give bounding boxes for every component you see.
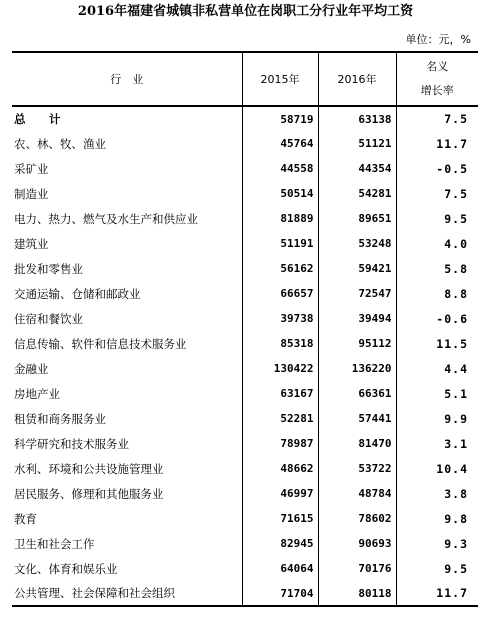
wage-2016-cell: 44354 — [318, 156, 396, 181]
wage-2015-cell: 63167 — [242, 381, 318, 406]
industry-cell: 批发和零售业 — [14, 261, 83, 276]
industry-cell: 水利、环境和公共设施管理业 — [14, 461, 164, 476]
growth-rate-cell: 11.7 — [396, 581, 478, 606]
wage-2016-cell: 63138 — [318, 106, 396, 131]
industry-cell: 居民服务、修理和其他服务业 — [14, 486, 164, 501]
wage-2016-cell: 57441 — [318, 406, 396, 431]
industry-cell: 采矿业 — [14, 161, 49, 176]
industry-cell: 住宿和餐饮业 — [14, 311, 83, 326]
column-header-growth-rate — [396, 52, 478, 106]
wage-2016-cell: 72547 — [318, 281, 396, 306]
wage-2015-cell: 56162 — [242, 256, 318, 281]
wage-2015-cell: 85318 — [242, 331, 318, 356]
wage-2015-cell: 45764 — [242, 131, 318, 156]
wage-2015-cell: 78987 — [242, 431, 318, 456]
wage-2015-cell: 130422 — [242, 356, 318, 381]
growth-rate-cell: 10.4 — [396, 456, 478, 481]
unit-label: 单位：元，% — [405, 33, 471, 46]
industry-cell: 电力、热力、燃气及水生产和供应业 — [14, 211, 198, 226]
table-header — [12, 52, 478, 106]
growth-rate-header-line2: 增长率 — [420, 84, 454, 97]
wage-2015-cell: 66657 — [242, 281, 318, 306]
table-row — [12, 281, 478, 306]
wage-2016-cell: 81470 — [318, 431, 396, 456]
wage-2015-cell: 71704 — [242, 581, 318, 606]
table-row — [12, 556, 478, 581]
wage-2016-cell: 89651 — [318, 206, 396, 231]
growth-rate-cell: 5.8 — [396, 256, 478, 281]
table-row — [12, 256, 478, 281]
growth-rate-cell: 9.3 — [396, 531, 478, 556]
growth-rate-cell: 7.5 — [396, 106, 478, 131]
growth-rate-cell: 4.0 — [396, 231, 478, 256]
wage-2015-cell: 51191 — [242, 231, 318, 256]
wage-2015-cell: 64064 — [242, 556, 318, 581]
table-row — [12, 506, 478, 531]
industry-cell: 文化、体育和娱乐业 — [14, 561, 118, 576]
growth-rate-cell: 7.5 — [396, 181, 478, 206]
column-header-industry: 行 业 — [110, 73, 144, 86]
industry-cell: 科学研究和技术服务业 — [14, 436, 129, 451]
growth-rate-cell: -0.5 — [396, 156, 478, 181]
wage-2016-cell: 66361 — [318, 381, 396, 406]
wage-2015-cell: 39738 — [242, 306, 318, 331]
wage-2015-cell: 44558 — [242, 156, 318, 181]
wage-table — [12, 51, 478, 607]
wage-2016-cell: 136220 — [318, 356, 396, 381]
growth-rate-cell: 9.5 — [396, 206, 478, 231]
header-row — [12, 52, 478, 106]
growth-rate-cell: 9.9 — [396, 406, 478, 431]
table-body — [12, 106, 478, 606]
industry-cell: 农、林、牧、渔业 — [14, 136, 106, 151]
table-row — [12, 581, 478, 606]
wage-2016-cell: 78602 — [318, 506, 396, 531]
wage-2015-cell: 82945 — [242, 531, 318, 556]
growth-rate-cell: 5.1 — [396, 381, 478, 406]
growth-rate-cell: 9.5 — [396, 556, 478, 581]
wage-2016-cell: 54281 — [318, 181, 396, 206]
wage-2015-cell: 50514 — [242, 181, 318, 206]
column-header-2015: 2015年 — [242, 52, 318, 106]
wage-2015-cell: 81889 — [242, 206, 318, 231]
table-row — [12, 156, 478, 181]
industry-cell: 制造业 — [14, 186, 49, 201]
industry-cell: 金融业 — [14, 361, 49, 376]
wage-2016-cell: 70176 — [318, 556, 396, 581]
wage-2015-cell: 58719 — [242, 106, 318, 131]
page-title: 2016年福建省城镇非私营单位在岗职工分行业年平均工资 — [77, 4, 414, 19]
growth-rate-cell: 11.5 — [396, 331, 478, 356]
wage-2016-cell: 53722 — [318, 456, 396, 481]
wage-2015-cell: 52281 — [242, 406, 318, 431]
wage-2016-cell: 51121 — [318, 131, 396, 156]
industry-cell: 租赁和商务服务业 — [14, 411, 106, 426]
growth-rate-cell: 4.4 — [396, 356, 478, 381]
industry-cell: 交通运输、仓储和邮政业 — [14, 286, 141, 301]
table-row — [12, 131, 478, 156]
growth-rate-header-line1: 名义 — [426, 60, 449, 73]
growth-rate-cell: 11.7 — [396, 131, 478, 156]
table-row-total — [12, 106, 478, 131]
wage-2015-cell: 71615 — [242, 506, 318, 531]
wage-2016-cell: 90693 — [318, 531, 396, 556]
growth-rate-cell: 9.8 — [396, 506, 478, 531]
column-header-2016: 2016年 — [318, 52, 396, 106]
table-row — [12, 531, 478, 556]
growth-rate-cell: 8.8 — [396, 281, 478, 306]
wage-2015-cell: 48662 — [242, 456, 318, 481]
industry-cell: 房地产业 — [14, 386, 60, 401]
table-row — [12, 231, 478, 256]
table-row — [12, 331, 478, 356]
table-row — [12, 306, 478, 331]
growth-rate-cell: 3.8 — [396, 481, 478, 506]
table-row — [12, 181, 478, 206]
growth-rate-cell: -0.6 — [396, 306, 478, 331]
table-row — [12, 481, 478, 506]
wage-2016-cell: 48784 — [318, 481, 396, 506]
table-row — [12, 406, 478, 431]
industry-cell: 教育 — [14, 511, 37, 526]
industry-cell: 卫生和社会工作 — [14, 536, 95, 551]
industry-cell: 总 计 — [14, 112, 67, 126]
wage-2016-cell: 39494 — [318, 306, 396, 331]
wage-2016-cell: 80118 — [318, 581, 396, 606]
wage-2016-cell: 53248 — [318, 231, 396, 256]
table-row — [12, 206, 478, 231]
industry-cell: 建筑业 — [14, 236, 49, 251]
wage-2015-cell: 46997 — [242, 481, 318, 506]
industry-cell: 信息传输、软件和信息技术服务业 — [14, 336, 187, 351]
table-row — [12, 456, 478, 481]
table-row — [12, 431, 478, 456]
industry-cell: 公共管理、社会保障和社会组织 — [14, 586, 175, 600]
growth-rate-cell: 3.1 — [396, 431, 478, 456]
table-row — [12, 381, 478, 406]
wage-2016-cell: 95112 — [318, 331, 396, 356]
table-row — [12, 356, 478, 381]
wage-2016-cell: 59421 — [318, 256, 396, 281]
